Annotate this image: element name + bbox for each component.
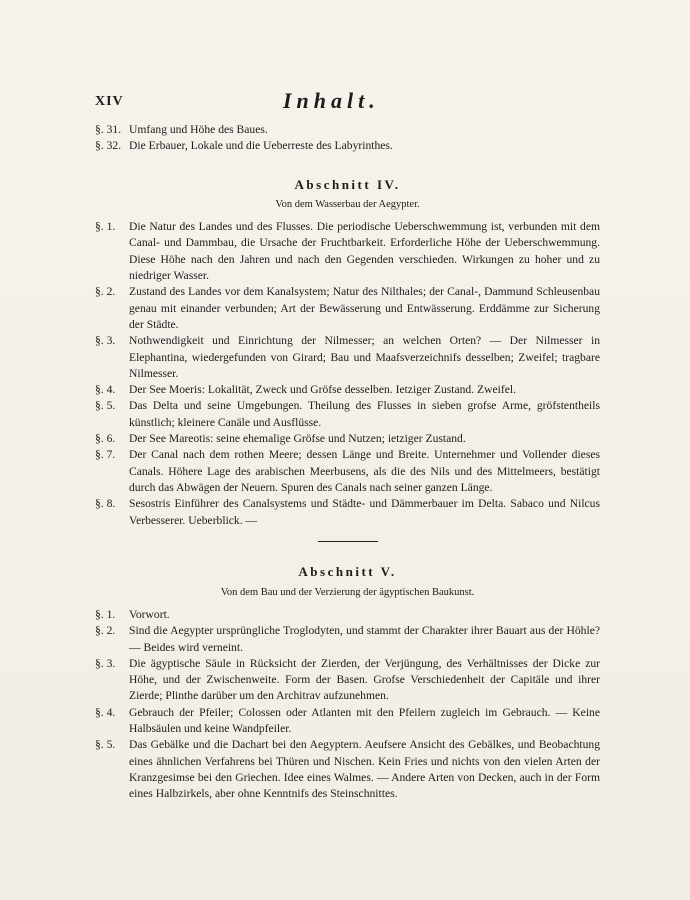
- entry-number: §. 8.: [95, 497, 116, 511]
- toc-entry: [95, 382, 600, 398]
- toc-entry: [95, 656, 600, 705]
- entry-number: §. 1.: [95, 607, 116, 621]
- entry-text: Gebrauch der Pfeiler; Colossen oder Atlanten mit den Pfeilern zugleich im Gebrauch. — Keine Halbsäulen und keine Wandpfeiler.: [129, 705, 600, 735]
- toc-entry: [95, 496, 600, 529]
- section-subtitle-5: Von dem Bau und der Verzierung der ägyptischen Baukunst.: [220, 586, 475, 598]
- section-5-entries: [95, 607, 600, 803]
- entry-number: §. 4.: [95, 383, 116, 397]
- entry-text: Der Canal nach dem rothen Meere; dessen Länge und Breite. Unternehmer und Vollender dieses Canals. Höhere Lage des arabischen Meerbusens, als die des Nils und des Mittelmeers, bestätigt durch das Abwägen der Neuern. Spuren des Canals nach seiner ganzen Länge.: [129, 448, 600, 494]
- running-title: Inhalt.: [283, 88, 380, 113]
- section-subtitle-4: Von dem Wasserbau der Aegypter.: [275, 198, 420, 210]
- entry-text: Zustand des Landes vor dem Kanalsystem; Natur des Nilthales; der Canal-, Dammund Schleusenbau genau mit einander verbunden; Art der Bewässerung und Entwässerung. Erddämme zur Sicherung der Städte.: [129, 285, 600, 331]
- section-4-entries: [95, 219, 600, 529]
- section-heading-5: Abschnitt V.: [298, 564, 397, 580]
- toc-entry: [95, 447, 600, 496]
- section-divider: [318, 541, 378, 543]
- page-number: XIV: [95, 94, 124, 109]
- toc-entry: [95, 333, 600, 382]
- pre-entries: [95, 122, 600, 155]
- section-heading-4: Abschnitt IV.: [294, 176, 401, 192]
- entry-text: Sesostris Einführer des Canalsystems und Städte- und Dämmerbauer im Delta. Sabaco und Nilcus Verbesserer. Ueberblick. —: [129, 497, 600, 527]
- entry-text: Das Delta und seine Umgebungen. Theilung des Flusses in sieben grofse Arme, gröfstentheils künstlich; kleinere Canäle und Ausflüsse.: [129, 399, 600, 429]
- toc-entry: [95, 737, 600, 802]
- entry-text: Die Erbauer, Lokale und die Ueberreste des Labyrinthes.: [129, 139, 393, 153]
- entry-text: Umfang und Höhe des Baues.: [129, 123, 268, 136]
- entry-text: Das Gebälke und die Dachart bei den Aegyptern. Aeufsere Ansicht des Gebälkes, und Beobachtung eines ähnlichen Verfahrens bei Thüren und Nischen. Kein Fries und nichts von den vielen Arten der Kranzgesimse bei den Griechen. Idee eines Walmes. — Andere Arten von Decken, auch in der Form eines Halbzirkels, aber ohne Kenntnifs des Steinschnittes.: [129, 738, 600, 801]
- toc-entry: [95, 623, 600, 656]
- entry-text: Der See Moeris: Lokalität, Zweck und Gröfse desselben. Ietziger Zustand. Zweifel.: [129, 383, 516, 397]
- entry-number: §. 6.: [95, 432, 116, 446]
- table-of-contents: [95, 122, 600, 802]
- entry-number: §. 5.: [95, 399, 116, 413]
- entry-number: §. 2.: [95, 624, 116, 638]
- entry-number: §. 5.: [95, 738, 116, 752]
- toc-entry: [95, 431, 600, 447]
- entry-number: §. 3.: [95, 656, 116, 670]
- entry-number: §. 32.: [95, 139, 122, 153]
- entry-number: §. 2.: [95, 285, 116, 299]
- entry-text: Die Natur des Landes und des Flusses. Die periodische Ueberschwemmung ist, verbunden mit dem Canal- und Dammbau, die Ursache der Fruchtbarkeit. Erforderliche Höhe der Ueberschwemmung. Diese Höhe nach den Jahren und nach den Gegenden verschieden. Wirkungen zu hoher und zu niedriger Wasser.: [129, 220, 600, 283]
- toc-entry: [95, 607, 600, 623]
- toc-entry: [95, 219, 600, 284]
- entry-number: §. 7.: [95, 448, 116, 462]
- toc-entry: [95, 122, 600, 138]
- entry-text: Nothwendigkeit und Einrichtung der Nilmesser; an welchen Orten? — Der Nilmesser in Elephantina, wiedergefunden von Girard; Bau und Maafsverzeichnifs desselben; Zweifel; tragbare Nilmesser.: [129, 334, 600, 380]
- page-header: [95, 88, 615, 114]
- entry-number: §. 1.: [95, 220, 116, 234]
- toc-entry: [95, 705, 600, 738]
- entry-number: §. 3.: [95, 334, 116, 348]
- entry-text: Vorwort.: [129, 607, 170, 621]
- entry-text: Sind die Aegypter ursprüngliche Troglodyten, und stammt der Charakter ihrer Bauart aus der Höhle? — Beides wird verneint.: [129, 624, 600, 654]
- entry-number: §. 4.: [95, 705, 116, 719]
- toc-entry: [95, 138, 600, 154]
- entry-text: Die ägyptische Säule in Rücksicht der Zierden, der Verjüngung, des Verhältnisses der Dicke zur Höhe, und der Zwischenweite. Form der Basen. Grofse Verschiedenheit der Capitäle und ihrer Zierde; Plinthe darüber um den Architrav aufzunehmen.: [129, 656, 600, 703]
- entry-number: §. 31.: [95, 123, 122, 136]
- toc-entry: [95, 398, 600, 431]
- toc-entry: [95, 284, 600, 333]
- entry-text: Der See Mareotis: seine ehemalige Gröfse und Nutzen; ietziger Zustand.: [129, 432, 466, 446]
